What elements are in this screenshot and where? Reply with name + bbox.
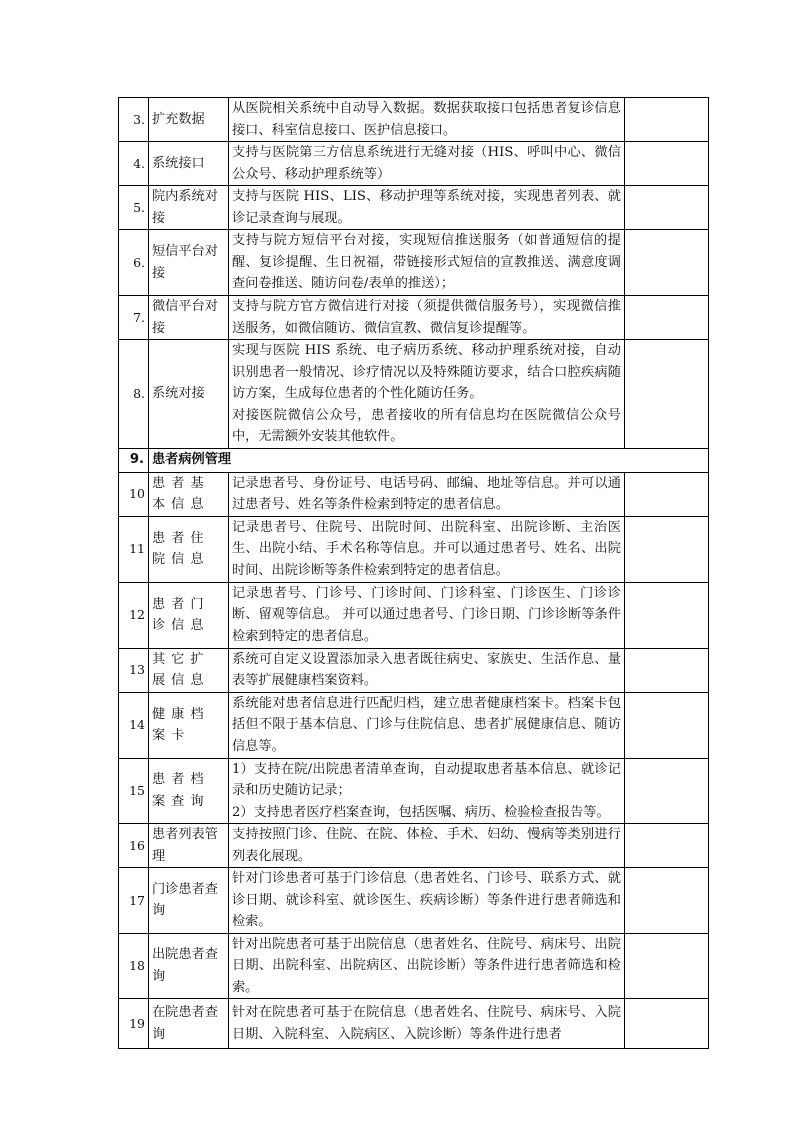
description-paragraph: 对接医院微信公众号，患者接收的所有信息均在医院微信公众号中，无需额外安装其他软件。 — [232, 407, 621, 444]
table-row — [119, 824, 709, 868]
row-number: 7. — [119, 296, 149, 340]
feature-name: 院内系统对接 — [149, 186, 229, 230]
description-paragraph: 支持与医院 HIS、LIS、移动护理等系统对接，实现患者列表、就诊记录查询与展现。 — [232, 189, 621, 226]
row-number: 8. — [119, 340, 149, 449]
table-row — [119, 142, 709, 186]
section-header-row — [119, 448, 709, 472]
table-row — [119, 582, 709, 648]
feature-description — [229, 648, 625, 692]
remarks-cell — [625, 758, 709, 824]
feature-description — [229, 692, 625, 758]
remarks-cell — [625, 692, 709, 758]
feature-description — [229, 516, 625, 582]
feature-name: 系统对接 — [149, 340, 229, 449]
feature-name: 健康档案卡 — [149, 692, 229, 758]
description-paragraph: 针对在院患者可基于在院信息（患者姓名、住院号、病床号、入院日期、入院科室、入院病区、入院诊断）等条件进行患者 — [232, 1005, 621, 1042]
remarks-cell — [625, 472, 709, 516]
feature-name: 其它扩展信息 — [149, 648, 229, 692]
feature-name: 扩充数据 — [149, 98, 229, 142]
table-row — [119, 472, 709, 516]
table-section-integration — [119, 98, 709, 449]
description-paragraph: 系统能对患者信息进行匹配归档，建立患者健康档案卡。档案卡包括但不限于基本信息、门诊与住院信息、患者扩展健康信息、随访信息等。 — [232, 695, 621, 754]
row-number: 16 — [119, 824, 149, 868]
row-number: 13 — [119, 648, 149, 692]
description-paragraph: 2）支持患者医疗档案查询，包括医嘱、病历、检验检查报告等。 — [232, 804, 610, 820]
feature-name: 患者基本信息 — [149, 472, 229, 516]
description-paragraph: 针对出院患者可基于出院信息（患者姓名、住院号、病床号、出院日期、出院科室、出院病区、出院诊断）等条件进行患者筛选和检索。 — [232, 936, 621, 995]
description-paragraph: 支持按照门诊、住院、在院、体检、手术、妇幼、慢病等类别进行列表化展现。 — [232, 827, 621, 864]
row-number: 11 — [119, 516, 149, 582]
row-number: 6. — [119, 230, 149, 296]
feature-description — [229, 999, 625, 1049]
row-number: 12 — [119, 582, 149, 648]
remarks-cell — [625, 648, 709, 692]
row-number: 15 — [119, 758, 149, 824]
table-row — [119, 186, 709, 230]
remarks-cell — [625, 186, 709, 230]
feature-name: 微信平台对接 — [149, 296, 229, 340]
feature-name: 出院患者查询 — [149, 933, 229, 999]
description-paragraph: 支持与院方官方微信进行对接（须提供微信服务号），实现微信推送服务，如微信随访、微信宣教、微信复诊提醒等。 — [232, 299, 621, 336]
feature-description — [229, 230, 625, 296]
table-row — [119, 340, 709, 449]
description-paragraph: 支持与医院第三方信息系统进行无缝对接（HIS、呼叫中心、微信公众号、移动护理系统等） — [232, 145, 621, 182]
section-title: 患者病例管理 — [149, 448, 709, 472]
feature-description — [229, 824, 625, 868]
feature-description — [229, 582, 625, 648]
description-paragraph: 1）支持在院/出院患者清单查询，自动提取患者基本信息、就诊记录和历史随访记录； — [232, 761, 621, 798]
feature-description — [229, 758, 625, 824]
table-row — [119, 230, 709, 296]
feature-description — [229, 296, 625, 340]
feature-name: 门诊患者查询 — [149, 868, 229, 934]
description-paragraph: 记录患者号、住院号、出院时间、出院科室、出院诊断、主治医生、出院小结、手术名称等信息。并可以通过患者号、姓名、出院时间、出院诊断等条件检索到特定的患者信息。 — [232, 519, 621, 578]
description-paragraph: 系统可自定义设置添加录入患者既往病史、家族史、生活作息、量表等扩展健康档案资料。 — [232, 651, 621, 688]
feature-description — [229, 472, 625, 516]
remarks-cell — [625, 296, 709, 340]
description-paragraph: 针对门诊患者可基于门诊信息（患者姓名、门诊号、联系方式、就诊日期、就诊科室、就诊医生、疾病诊断）等条件进行患者筛选和检索。 — [232, 871, 621, 929]
feature-name: 患者档案查询 — [149, 758, 229, 824]
feature-description — [229, 142, 625, 186]
description-paragraph: 记录患者号、门诊号、门诊时间、门诊科室、门诊医生、门诊诊断、留观等信息。 并可以通过患者号、门诊日期、门诊诊断等条件检索到特定的患者信息。 — [232, 585, 621, 644]
description-paragraph: 从医院相关系统中自动导入数据。数据获取接口包括患者复诊信息接口、科室信息接口、医护信息接口。 — [232, 101, 621, 138]
remarks-cell — [625, 98, 709, 142]
feature-name: 在院患者查询 — [149, 999, 229, 1049]
row-number: 19 — [119, 999, 149, 1049]
feature-name: 系统接口 — [149, 142, 229, 186]
row-number: 17 — [119, 868, 149, 934]
section-number: 9. — [119, 448, 149, 472]
table-row — [119, 692, 709, 758]
row-number: 18 — [119, 933, 149, 999]
description-paragraph: 记录患者号、身份证号、电话号码、邮编、地址等信息。并可以通过患者号、姓名等条件检索到特定的患者信息。 — [232, 475, 621, 512]
table-section-patient-records — [119, 472, 709, 1049]
table-row — [119, 933, 709, 999]
requirements-table — [118, 97, 709, 1049]
row-number: 10 — [119, 472, 149, 516]
feature-description — [229, 868, 625, 934]
remarks-cell — [625, 933, 709, 999]
row-number: 14 — [119, 692, 149, 758]
feature-name: 患者住院信息 — [149, 516, 229, 582]
remarks-cell — [625, 999, 709, 1049]
table-row — [119, 758, 709, 824]
table-row — [119, 296, 709, 340]
remarks-cell — [625, 582, 709, 648]
remarks-cell — [625, 868, 709, 934]
table-row — [119, 868, 709, 934]
remarks-cell — [625, 230, 709, 296]
feature-description — [229, 98, 625, 142]
remarks-cell — [625, 340, 709, 449]
table-row — [119, 516, 709, 582]
remarks-cell — [625, 824, 709, 868]
table-row — [119, 648, 709, 692]
description-paragraph: 实现与医院 HIS 系统、电子病历系统、移动护理系统对接，自动识别患者一般情况、诊疗情况以及特殊随访要求，结合口腔疾病随访方案，生成每位患者的个性化随访任务。 — [232, 343, 621, 401]
row-number: 5. — [119, 186, 149, 230]
row-number: 3. — [119, 98, 149, 142]
remarks-cell — [625, 142, 709, 186]
remarks-cell — [625, 516, 709, 582]
feature-description — [229, 933, 625, 999]
description-paragraph: 支持与院方短信平台对接，实现短信推送服务（如普通短信的提醒、复诊提醒、生日祝福，带链接形式短信的宣教推送、满意度调查问卷推送、随访问卷/表单的推送）； — [232, 233, 621, 292]
feature-name: 患者列表管理 — [149, 824, 229, 868]
row-number: 4. — [119, 142, 149, 186]
feature-description — [229, 186, 625, 230]
feature-description — [229, 340, 625, 449]
feature-name: 短信平台对接 — [149, 230, 229, 296]
table-row — [119, 999, 709, 1049]
feature-name: 患者门诊信息 — [149, 582, 229, 648]
table-row — [119, 98, 709, 142]
